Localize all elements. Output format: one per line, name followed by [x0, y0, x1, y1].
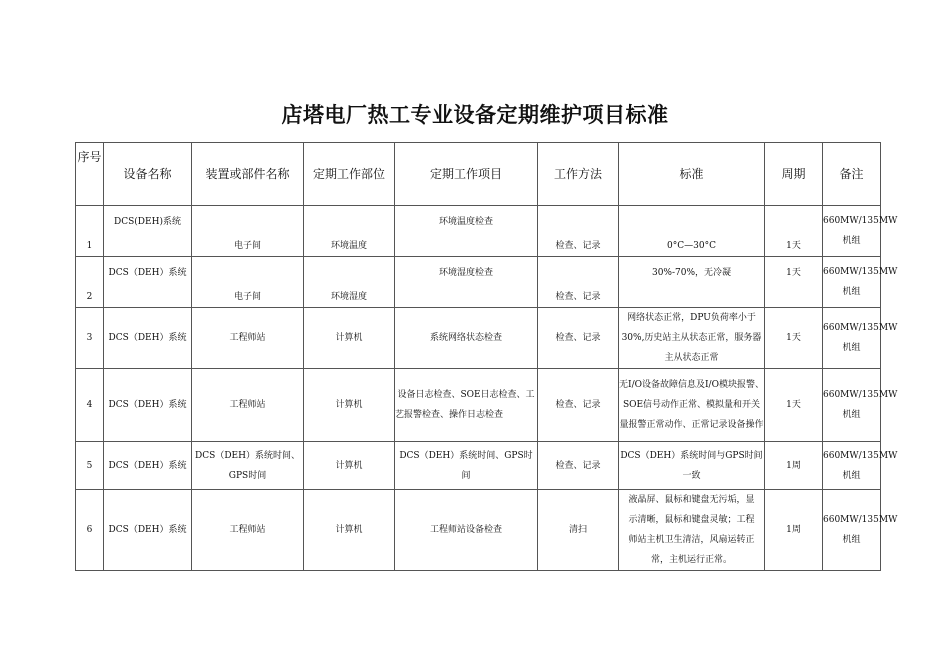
- cell-seq: 3: [76, 308, 104, 369]
- cell-method: 检查、记录: [538, 257, 619, 308]
- document-title: 店塔电厂热工专业设备定期维护项目标准: [281, 103, 669, 127]
- header-location: 定期工作部位: [304, 143, 395, 206]
- cell-standard: 30%-70%，无冷凝: [619, 257, 765, 308]
- cell-method: 清扫: [538, 490, 619, 571]
- cell-standard: 0°C—30°C: [619, 206, 765, 257]
- header-part: 装置或部件名称: [192, 143, 304, 206]
- cell-part: 电子间: [192, 257, 304, 308]
- cell-item: DCS（DEH）系统时间、GPS时间: [395, 442, 538, 490]
- cell-part: 工程师站: [192, 490, 304, 571]
- cell-standard: DCS（DEH）系统时间与GPS时间一致: [619, 442, 765, 490]
- table-row: [76, 257, 881, 308]
- cell-device: DCS（DEH）系统: [104, 369, 192, 442]
- cell-method: 检查、记录: [538, 206, 619, 257]
- cell-remark: 660MW/135MW机组: [823, 257, 881, 308]
- cell-standard: 网络状态正常，DPU负荷率小于30%,历史站主从状态正常，服务器主从状态正常: [619, 308, 765, 369]
- cell-seq: 2: [76, 257, 104, 308]
- cell-method: 检查、记录: [538, 308, 619, 369]
- cell-device: DCS（DEH）系统: [104, 257, 192, 308]
- cell-location: 计算机: [304, 442, 395, 490]
- cell-seq: 6: [76, 490, 104, 571]
- header-period: 周期: [765, 143, 823, 206]
- header-standard: 标准: [619, 143, 765, 206]
- cell-period: 1周: [765, 442, 823, 490]
- cell-item: 设备日志检查、SOE日志检查、工艺报警检查、操作日志检查: [395, 369, 538, 442]
- header-remark: 备注: [823, 143, 881, 206]
- cell-period: 1天: [765, 206, 823, 257]
- cell-device: DCS(DEH)系统: [104, 206, 192, 257]
- cell-item: 环境湿度检查: [395, 257, 538, 308]
- table-row: [76, 442, 881, 490]
- maintenance-standards-table: [75, 142, 898, 571]
- cell-item: 系统网络状态检查: [395, 308, 538, 369]
- cell-standard: 无I/O设备故障信息及I/O模块报警、SOE信号动作正常、模拟量和开关量报警正常动作、正常记录设备操作: [619, 369, 765, 442]
- cell-item: 工程师站设备检查: [395, 490, 538, 571]
- cell-part: 工程师站: [192, 369, 304, 442]
- cell-method: 检查、记录: [538, 442, 619, 490]
- header-item: 定期工作项目: [395, 143, 538, 206]
- cell-remark: 660MW/135MW机组: [823, 442, 881, 490]
- cell-location: 计算机: [304, 369, 395, 442]
- cell-standard: 液晶屏、鼠标和键盘无污垢，显示清晰，鼠标和键盘灵敏；工程师站主机卫生清洁，风扇运转正常，主机运行正常。: [619, 490, 765, 571]
- cell-location: 计算机: [304, 490, 395, 571]
- table-row: [76, 308, 881, 369]
- cell-seq: 1: [76, 206, 104, 257]
- cell-seq: 5: [76, 442, 104, 490]
- cell-location: 环境湿度: [304, 257, 395, 308]
- cell-device: DCS（DEH）系统: [104, 490, 192, 571]
- cell-period: 1天: [765, 308, 823, 369]
- header-seq: 序号: [76, 143, 104, 206]
- cell-location: 环境温度: [304, 206, 395, 257]
- cell-period: 1天: [765, 257, 823, 308]
- cell-method: 检查、记录: [538, 369, 619, 442]
- cell-remark: 660MW/135MW机组: [823, 369, 881, 442]
- cell-part: 工程师站: [192, 308, 304, 369]
- table-header-row: [76, 143, 881, 206]
- header-method: 工作方法: [538, 143, 619, 206]
- table-row: [76, 206, 881, 257]
- table-row: [76, 369, 881, 442]
- cell-device: DCS（DEH）系统: [104, 442, 192, 490]
- cell-remark: 660MW/135MW机组: [823, 308, 881, 369]
- cell-device: DCS（DEH）系统: [104, 308, 192, 369]
- cell-remark: 660MW/135MW机组: [823, 206, 881, 257]
- cell-part: 电子间: [192, 206, 304, 257]
- cell-remark: 660MW/135MW机组: [823, 490, 881, 571]
- cell-item: 环境温度检查: [395, 206, 538, 257]
- cell-seq: 4: [76, 369, 104, 442]
- cell-location: 计算机: [304, 308, 395, 369]
- header-device: 设备名称: [104, 143, 192, 206]
- cell-period: 1天: [765, 369, 823, 442]
- table-row: [76, 490, 881, 571]
- cell-period: 1周: [765, 490, 823, 571]
- cell-part: DCS（DEH）系统时间、GPS时间: [192, 442, 304, 490]
